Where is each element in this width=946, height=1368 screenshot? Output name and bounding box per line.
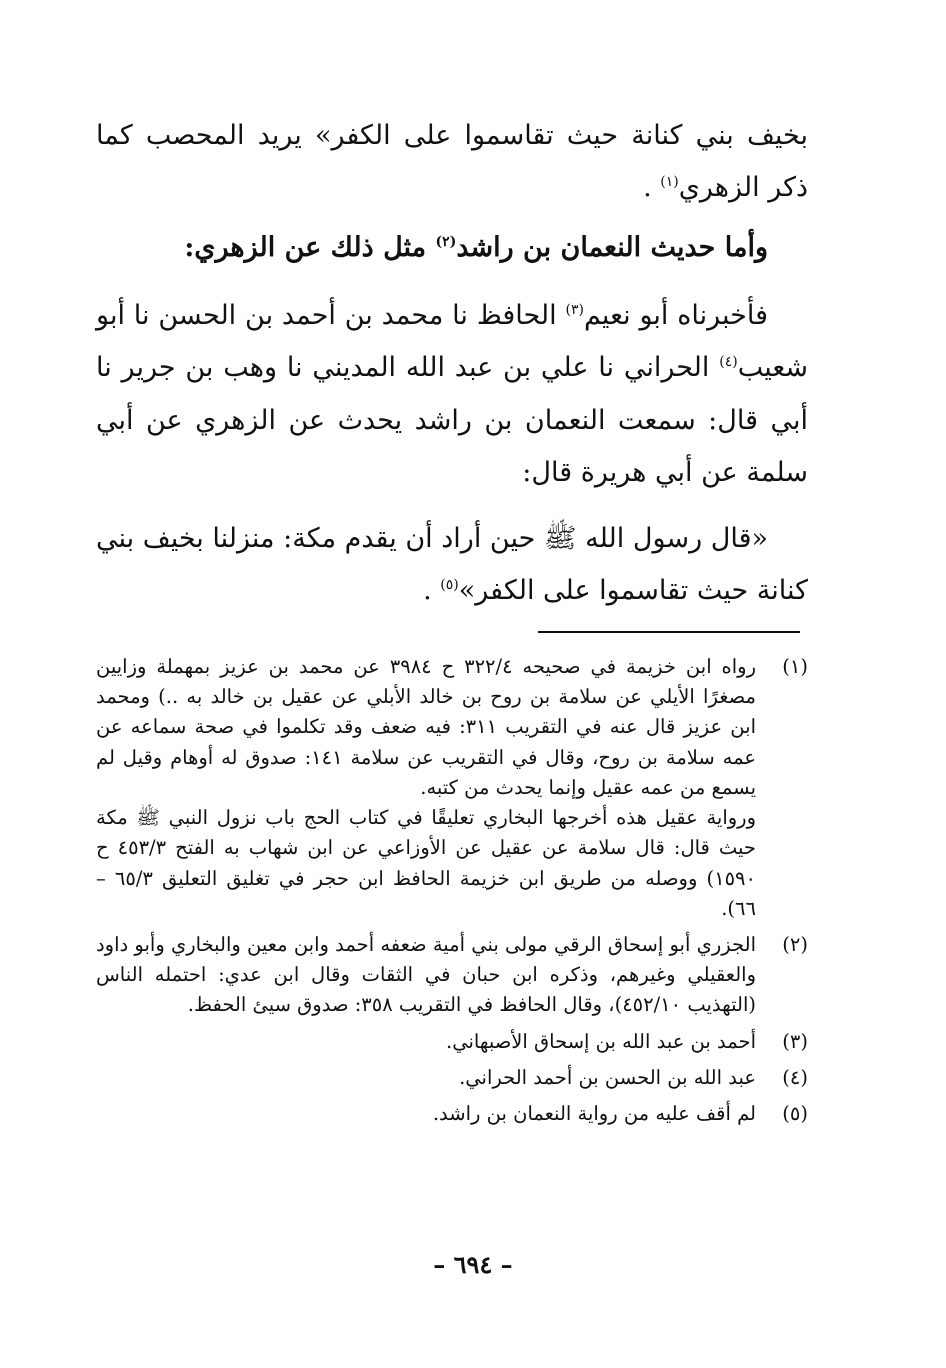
footnote-number: (٤) — [782, 1065, 808, 1089]
footnote-ref-2: (٢) — [435, 234, 457, 251]
footnote-body — [96, 652, 756, 924]
footnote-paragraph: رواه ابن خزيمة في صحيحه ٣٢٢/٤ ح ٣٩٨٤ عن محمد بن عزيز بمهملة وزايين مصغرًا الأيلي عن سلامة بن روح بن خالد الأبلي عن عقيل بن خالد به ..) ومحمد ابن عزيز قال عنه في التقريب ٣١١: فيه ضعف وقد تكلموا في صحة سماعه عن عمه سلامة بن روح، وقال في التقريب عن سلامة ١٤١: صدوق له أوهام وقيل لم يسمع من عمه عقيل وإنما يحدث من كتبه. — [96, 655, 757, 799]
footnote-paragraph: أحمد بن عبد الله بن إسحاق الأصبهاني. — [446, 1029, 756, 1053]
footnote-number: (٥) — [782, 1102, 808, 1126]
footnote-paragraph: لم أقف عليه من رواية النعمان بن راشد. — [432, 1102, 756, 1126]
footnotes — [96, 652, 808, 1135]
footnote-1 — [96, 652, 808, 924]
isnad-part-b: الحافظ نا محمد بن أحمد بن الحسن نا أبو شعيب — [96, 300, 808, 384]
hadith-text: «قال رسول الله ﷺ حين أراد أن يقدم مكة: منزلنا بخيف بني كنانة حيث تقاسموا على الكفر» — [96, 522, 808, 606]
footnote-body — [96, 1027, 756, 1057]
page-number: – ٦٩٤ – — [433, 1250, 513, 1279]
paragraph-isnad — [96, 290, 808, 498]
main-text — [96, 110, 808, 617]
footnote-number: (١) — [782, 655, 808, 678]
footnote-ref-4: (٤) — [719, 354, 738, 371]
heading-text: وأما حديث النعمان بن راشد — [456, 232, 768, 264]
footnote-2 — [96, 930, 808, 1021]
paragraph-1 — [96, 110, 808, 214]
footnote-body — [96, 930, 756, 1021]
paragraph-1-text: بخيف بني كنانة حيث تقاسموا على الكفر» يريد المحصب كما ذكر الزهري — [96, 120, 808, 204]
hadith-end: . — [423, 574, 441, 606]
footnote-number: (٣) — [782, 1029, 808, 1053]
footnote-divider — [538, 631, 800, 633]
footnote-paragraph: ورواية عقيل هذه أخرجها البخاري تعليقًا في كتاب الحج باب نزول النبي ﷺ مكة حيث قال: قال سلامة عن عقيل عن الأوزاعي عن ابن شهاب به الفتح ٤٥٣/٣ ح ١٥٩٠) ووصله من طريق ابن خزيمة الحافظ ابن حجر في تغليق التعليق ٦٥/٣ – ٦٦). — [96, 806, 757, 920]
footnote-ref-1: (١) — [660, 174, 679, 191]
footnote-paragraph: عبد الله بن الحسن بن أحمد الحراني. — [459, 1065, 756, 1089]
footnote-ref-3: (٣) — [565, 302, 584, 319]
footnote-paragraph: الجزري أبو إسحاق الرقي مولى بني أمية ضعفه أحمد وابن معين والبخاري وأبو داود والعقيلي وغيرهم، وذكره ابن حبان في الثقات وقال ابن عدي: احتمله الناس (التهذيب ٤٥٢/١٠)، وقال الحافظ في التقريب ٣٥٨: صدوق سيئ الحفظ. — [96, 932, 756, 1017]
footnote-4 — [96, 1063, 808, 1093]
footnote-5 — [96, 1099, 808, 1129]
footnote-body — [96, 1063, 756, 1093]
footnote-3 — [96, 1027, 808, 1057]
footnote-body — [96, 1099, 756, 1129]
footnote-ref-5: (٥) — [440, 576, 459, 593]
footnote-number: (٢) — [782, 932, 808, 956]
isnad-part-a: فأخبرناه أبو نعيم — [583, 300, 769, 332]
section-heading — [96, 222, 768, 274]
paragraph-hadith — [96, 513, 808, 617]
isnad-part-c: الحراني نا علي بن عبد الله المديني نا وهب بن جرير نا أبي قال: سمعت النعمان بن راشد يحدث عن الزهري عن أبي سلمة عن أبي هريرة قال: — [96, 352, 808, 488]
heading-end: مثل ذلك عن الزهري: — [184, 232, 436, 264]
paragraph-1-end: . — [643, 172, 661, 204]
